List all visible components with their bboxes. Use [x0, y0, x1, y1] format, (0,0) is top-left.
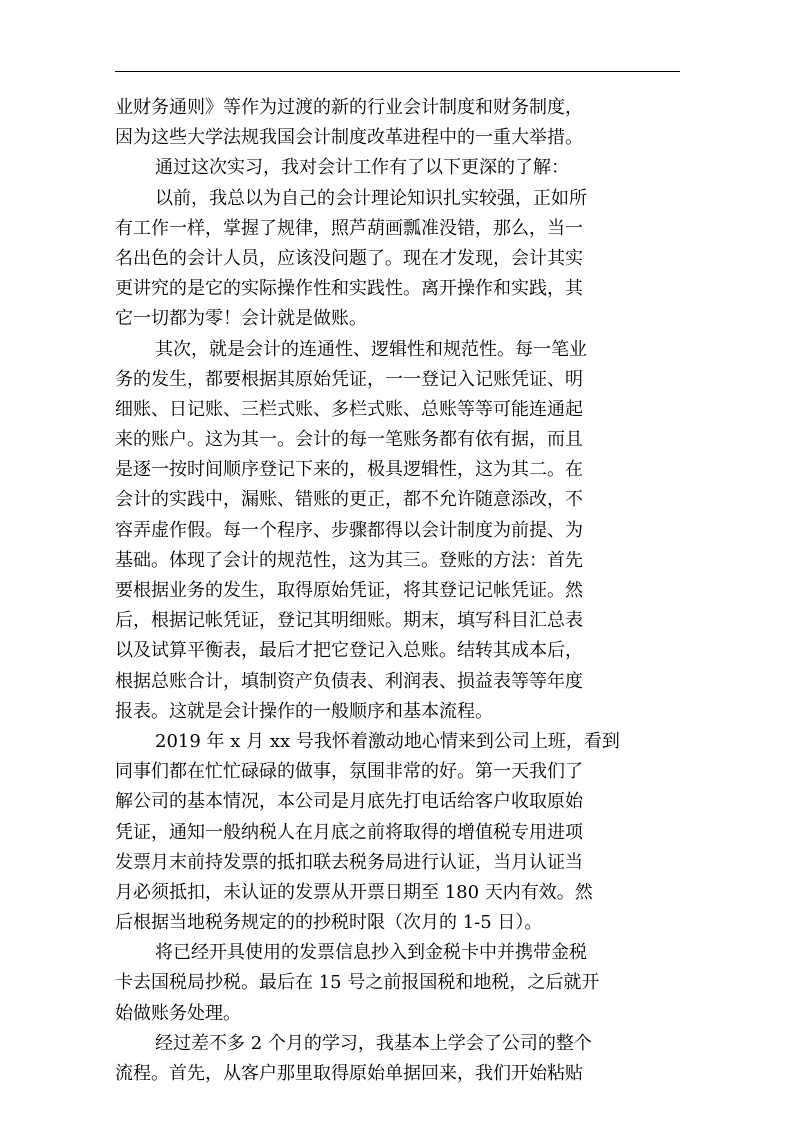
text-line: 它一切都为零！会计就是做账。 — [115, 308, 367, 330]
text-line: 细账、日记账、三栏式账、多栏式账、总账等等可能连通起 — [115, 398, 583, 420]
text-line: 有工作一样，掌握了规律，照芦葫画瓢准没错，那么，当一 — [115, 217, 583, 239]
text-line: 务的发生，都要根据其原始凭证，一一登记入记账凭证、明 — [115, 368, 583, 390]
header-rule — [115, 71, 680, 72]
text-line: 始做账务处理。 — [115, 1002, 241, 1024]
text-line: 卡去国税局抄税。最后在 15 号之前报国税和地税，之后就开 — [115, 972, 600, 994]
text-line: 基础。体现了会计的规范性，这为其三。登账的方法：首先 — [115, 549, 583, 571]
document-body — [115, 93, 680, 1089]
text-line: 发票月末前持发票的抵扣联去税务局进行认证，当月认证当 — [115, 851, 583, 873]
text-line: 以前，我总以为自己的会计理论知识扎实较强，正如所 — [155, 187, 587, 209]
text-line: 因为这些大学法规我国会计制度改革进程中的一重大举措。 — [115, 127, 583, 149]
text-line: 经过差不多 2 个月的学习，我基本上学会了公司的整个 — [155, 1032, 592, 1054]
text-line: 后根据当地税务规定的的抄税时限（次月的 1-5 日）。 — [115, 912, 543, 934]
text-line: 同事们都在忙忙碌碌的做事，氛围非常的好。第一天我们了 — [115, 761, 583, 783]
text-line: 将已经开具使用的发票信息抄入到金税卡中并携带金税 — [155, 942, 587, 964]
text-line: 根据总账合计，填制资产负债表、利润表、损益表等等年度 — [115, 670, 583, 692]
text-line: 流程。首先，从客户那里取得原始单据回来，我们开始粘贴 — [115, 1063, 583, 1084]
text-line: 更讲究的是它的实际操作性和实践性。离开操作和实践，其 — [115, 278, 583, 300]
text-line: 月必须抵扣，未认证的发票从开票日期至 180 天内有效。然 — [115, 881, 593, 903]
text-line: 会计的实践中，漏账、错账的更正，都不允许随意添改，不 — [115, 489, 583, 511]
text-line: 容弄虚作假。每一个程序、步骤都得以会计制度为前提、为 — [115, 519, 583, 541]
text-line: 通过这次实习，我对会计工作有了以下更深的了解： — [155, 157, 569, 179]
text-line: 其次，就是会计的连通性、逻辑性和规范性。每一笔业 — [155, 338, 587, 360]
text-line: 业财务通则》等作为过渡的新的行业会计制度和财务制度， — [115, 97, 583, 118]
text-line: 后，根据记帐凭证，登记其明细账。期末，填写科目汇总表 — [115, 610, 583, 632]
text-line: 报表。这就是会计操作的一般顺序和基本流程。 — [115, 700, 493, 722]
text-line: 凭证，通知一般纳税人在月底之前将取得的增值税专用进项 — [115, 821, 583, 843]
text-line: 名出色的会计人员，应该没问题了。现在才发现，会计其实 — [115, 247, 583, 269]
text-line: 2019 年 x 月 xx 号我怀着激动地心情来到公司上班，看到 — [155, 730, 620, 752]
text-line: 要根据业务的发生，取得原始凭证，将其登记记帐凭证。然 — [115, 580, 583, 601]
text-line: 来的账户。这为其一。会计的每一笔账务都有依有据，而且 — [115, 429, 583, 451]
text-line: 以及试算平衡表，最后才把它登记入总账。结转其成本后， — [115, 640, 583, 662]
text-line: 是逐一按时间顺序登记下来的，极具逻辑性，这为其二。在 — [115, 459, 583, 481]
text-line: 解公司的基本情况，本公司是月底先打电话给客户收取原始 — [115, 791, 583, 813]
